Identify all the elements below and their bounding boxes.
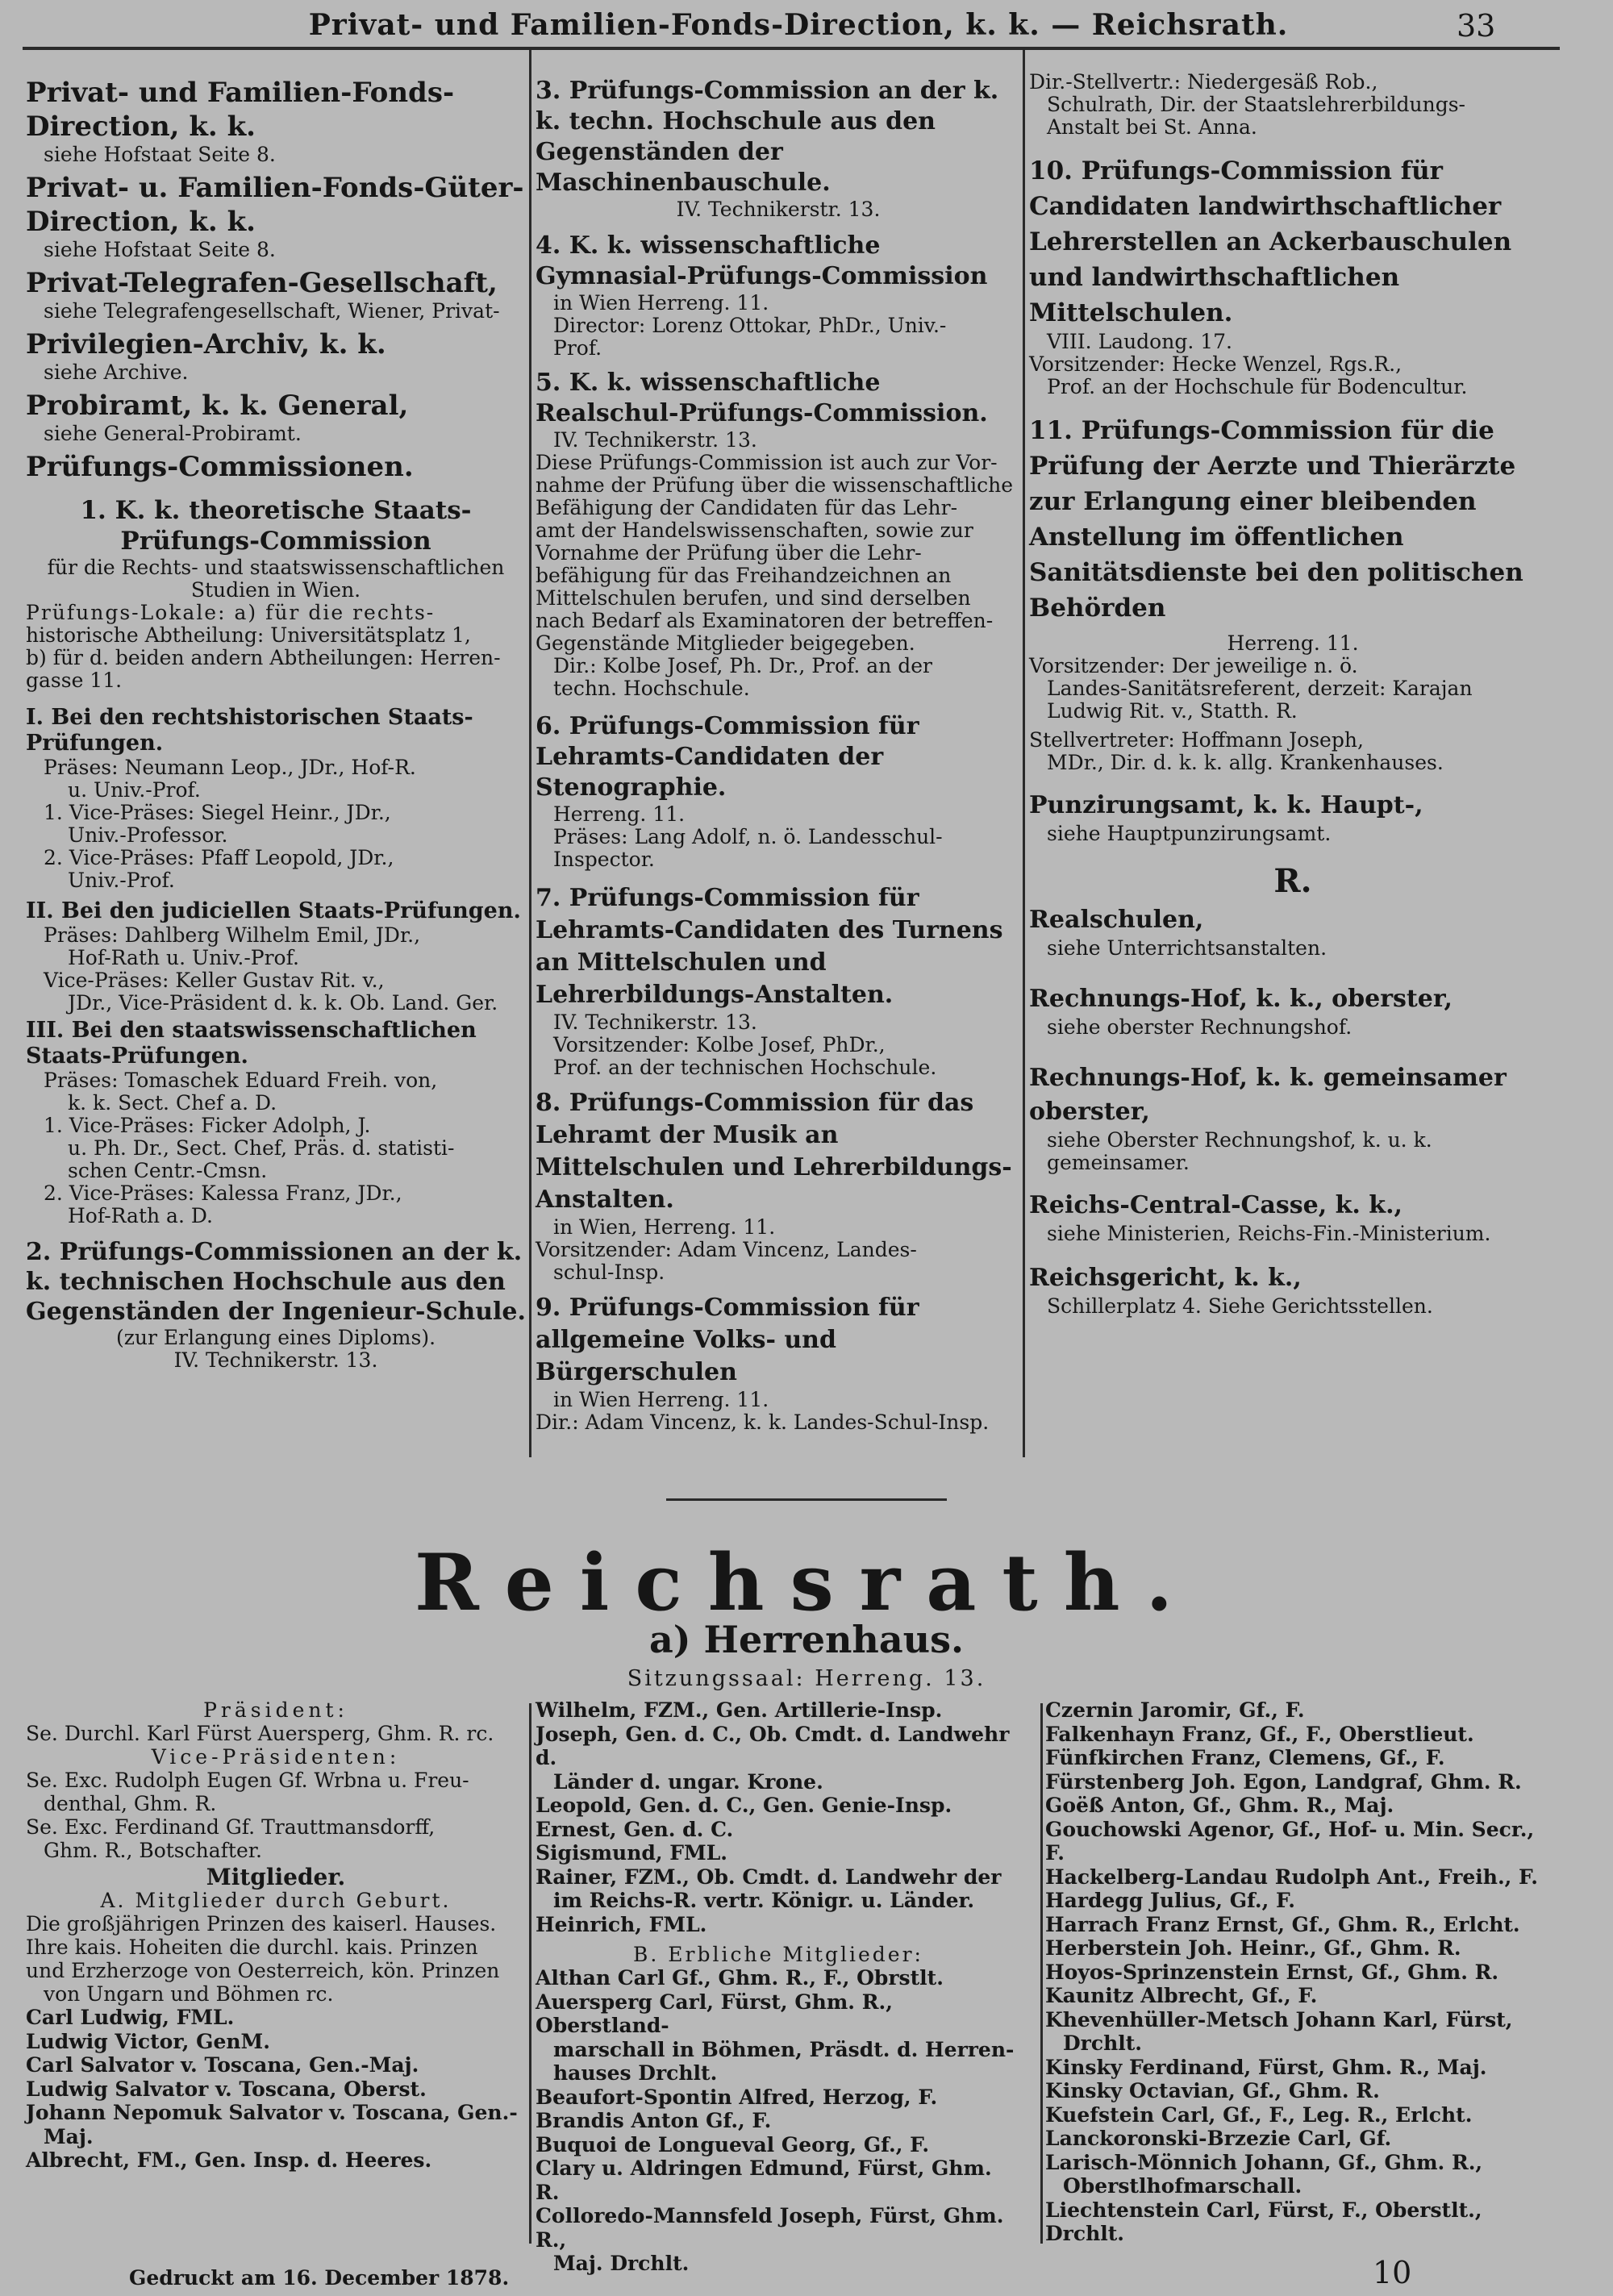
address: in Wien, Herreng. 11. (553, 1215, 776, 1239)
member-entry: Auersperg Carl, Fürst, Ghm. R., Oberstland- (536, 1990, 893, 2037)
member-entry: Fünfkirchen Franz, Clemens, Gf., F. (1045, 1746, 1445, 1769)
member-entry: Johann Nepomuk Salvator v. Toscana, Gen.- (26, 2101, 518, 2124)
member-entry: Länder d. ungar. Krone. (553, 1769, 823, 1794)
member-entry: Drchlt. (1063, 2031, 1142, 2055)
member-entry: Kuefstein Carl, Gf., F., Leg. R., Erlcht. (1045, 2102, 1473, 2127)
text-line: Präses: Tomaschek Eduard Freih. von, (44, 1069, 438, 1092)
text-line: nach Bedarf als Examinatoren der betreffen- (536, 609, 994, 632)
text-line: Mittelschulen berufen, und sind derselben (536, 586, 971, 610)
text-line: in Wien Herreng. 11. (553, 291, 769, 315)
text-line: Se. Exc. Ferdinand Gf. Trauttmansdorff, (26, 1815, 436, 1839)
member-entry: Ludwig Victor, GenM. (26, 2029, 270, 2053)
entry-title: Rechnungs-Hof, k. k. gemeinsamer oberster, (1029, 1064, 1507, 1126)
group-label: A. Mitglieder durch Geburt. (100, 1889, 452, 1912)
text-line: Univ.-Professor. (68, 823, 228, 847)
text-line: Se. Exc. Rudolph Eugen Gf. Wrbna u. Freu- (26, 1769, 469, 1792)
text-line: Hof-Rath u. Univ.-Prof. (68, 946, 299, 969)
commission-title: 9. Prüfungs-Commission für allgemeine Volks- und Bürgerschulen (536, 1294, 919, 1386)
address: Herreng. 11. (1227, 631, 1359, 655)
member-entry: Leopold, Gen. d. C., Gen. Genie-Insp. (536, 1794, 952, 1817)
role-label: Präsident: (203, 1698, 348, 1722)
text-line: Befähigung der Candidaten für das Lehr- (536, 496, 958, 519)
text-line: u. Univ.-Prof. (68, 778, 201, 802)
address: VIII. Laudong. 17. (1047, 330, 1232, 353)
bottom-column-1 (26, 1698, 526, 2173)
address: IV. Technikerstr. 13. (676, 198, 881, 221)
member-entry: Goëß Anton, Gf., Ghm. R., Maj. (1045, 1794, 1394, 1817)
text-line: Director: Lorenz Ottokar, PhDr., Univ.- (553, 314, 947, 337)
top-column-3 (1029, 71, 1557, 1318)
text-line: Vorsitzender: Adam Vincenz, Landes- (536, 1238, 917, 1261)
subsection-title: II. Bei den judiciellen Staats-Prüfungen. (26, 898, 521, 923)
bottom-column-rule-1 (529, 1703, 531, 2244)
text-line: Stellvertreter: Hoffmann Joseph, (1029, 728, 1364, 752)
text-line: nahme der Prüfung über die wissenschaftliche (536, 473, 1014, 497)
entry-ref: siehe Hauptpunzirungsamt. (1047, 822, 1332, 845)
entry-title: Rechnungs-Hof, k. k., oberster, (1029, 985, 1453, 1013)
text-line: k. k. Sect. Chef a. D. (68, 1091, 277, 1115)
entry-ref: siehe Archive. (44, 360, 189, 384)
text-line: Se. Durchl. Karl Fürst Auersperg, Ghm. R. rc. (26, 1722, 494, 1745)
text-line: schen Centr.-Cmsn. (68, 1159, 268, 1182)
text-line: Die großjährigen Prinzen des kaiserl. Hauses. (26, 1912, 497, 1936)
text-line: Inspector. (553, 848, 655, 871)
text-line: 2. Vice-Präses: Kalessa Franz, JDr., (44, 1181, 402, 1205)
text-line: Diese Prüfungs-Commission ist auch zur Vor- (536, 451, 998, 474)
text-line: Univ.-Prof. (68, 869, 175, 892)
entry-title: Realschulen, (1029, 906, 1204, 934)
entry-ref: siehe oberster Rechnungshof. (1047, 1015, 1353, 1039)
text-line: schul-Insp. (553, 1261, 665, 1284)
text-line: b) für d. beiden andern Abtheilungen: Herren- (26, 646, 501, 669)
entry-title: Probiramt, k. k. General, (26, 390, 409, 422)
address: Herreng. 11. (553, 802, 686, 826)
text-line: (zur Erlangung eines Diploms). (115, 1326, 436, 1349)
text-line: befähigung für das Freihandzeichnen an (536, 564, 952, 587)
member-entry: Carl Salvator v. Toscana, Gen.-Maj. (26, 2053, 419, 2077)
top-column-1 (26, 71, 526, 1372)
text-line: historische Abtheilung: Universitätsplatz 1, (26, 623, 471, 647)
member-entry: Beaufort-Spontin Alfred, Herzog, F. (536, 2085, 938, 2109)
member-entry: Kaunitz Albrecht, Gf., F. (1045, 1984, 1318, 2007)
member-entry: Brandis Anton Gf., F. (536, 2109, 772, 2132)
member-entry: Fürstenberg Joh. Egon, Landgraf, Ghm. R. (1045, 1769, 1522, 1794)
text-line: Vorsitzender: Hecke Wenzel, Rgs.R., (1029, 352, 1403, 376)
address: in Wien Herreng. 11. (553, 1388, 769, 1411)
entry-title: Privat- und Familien-Fonds-Direction, k. k. (26, 77, 455, 143)
entry-ref: siehe Ministerien, Reichs-Fin.-Ministerium. (1047, 1222, 1491, 1245)
text-line: MDr., Dir. d. k. k. allg. Krankenhauses. (1047, 751, 1444, 774)
entry-ref: siehe Unterrichtsanstalten. (1047, 936, 1327, 960)
member-entry: Czernin Jaromir, Gf., F. (1045, 1698, 1305, 1722)
text-line: Vornahme der Prüfung über die Lehr- (536, 541, 922, 565)
member-entry: Carl Ludwig, FML. (26, 2006, 235, 2029)
member-entry: Falkenhayn Franz, Gf., F., Oberstlieut. (1045, 1722, 1474, 1746)
commission-title: 4. K. k. wissenschaftliche Gymnasial-Prüfungs-Commission (536, 231, 988, 290)
member-entry: Hackelberg-Landau Rudolph Ant., Freih., F. (1045, 1865, 1538, 1889)
text-line: Ihre kais. Hoheiten die durchl. kais. Prinzen (26, 1936, 478, 1959)
member-entry: Oberstlhofmarschall. (1063, 2174, 1302, 2198)
text-line: Dir.: Adam Vincenz, k. k. Landes-Schul-Insp. (536, 1411, 990, 1434)
text-line: gasse 11. (26, 669, 123, 692)
member-entry: Kinsky Ferdinand, Fürst, Ghm. R., Maj. (1045, 2055, 1487, 2079)
member-entry: hauses Drchlt. (553, 2061, 718, 2085)
text-line: techn. Hochschule. (553, 677, 750, 700)
print-date-note: Gedruckt am 16. December 1878. (129, 2266, 510, 2290)
text-line: Prof. an der technischen Hochschule. (553, 1056, 937, 1079)
entry-ref: siehe Hofstaat Seite 8. (44, 238, 276, 261)
text-line: Ghm. R., Botschafter. (44, 1839, 262, 1862)
subsection-title: I. Bei den rechtshistorischen Staats-Prüfungen. (26, 705, 473, 756)
entry-ref: Schillerplatz 4. Siehe Gerichtsstellen. (1047, 1294, 1433, 1318)
member-entry: Larisch-Mönnich Johann, Gf., Ghm. R., (1045, 2150, 1483, 2174)
text-line: Schulrath, Dir. der Staatslehrerbildungs- (1047, 93, 1465, 116)
commission-title: 7. Prüfungs-Commission für Lehramts-Candidaten des Turnens an Mittelschulen und Lehrerbildungs-Anstalten. (536, 884, 1003, 1009)
text-line: Prof. (553, 336, 602, 360)
commission-subtitle: für die Rechts- und staatswissenschaftlichen Studien in Wien. (47, 556, 505, 602)
address: IV. Technikerstr. 13. (553, 1010, 757, 1034)
text-line: Ludwig Rit. v., Statth. R. (1047, 699, 1298, 723)
session-hall: Sitzungssaal: Herreng. 13. (627, 1666, 986, 1691)
top-column-2 (536, 71, 1021, 1434)
entry-ref: siehe Telegrafengesellschaft, Wiener, Privat- (44, 299, 500, 323)
text-line: denthal, Ghm. R. (44, 1792, 217, 1815)
entry-ref: siehe Oberster Rechnungshof, k. u. k. gemeinsamer. (1047, 1128, 1432, 1174)
member-entry: Lanckoronski-Brzezie Carl, Gf. (1045, 2127, 1392, 2150)
member-entry: Herberstein Joh. Heinr., Gf., Ghm. R. (1045, 1936, 1461, 1960)
member-entry: im Reichs-R. vertr. Königr. u. Länder. (553, 1889, 975, 1912)
bottom-column-rule-2 (1040, 1703, 1043, 2244)
entry-title: Privilegien-Archiv, k. k. (26, 328, 386, 360)
running-head: Privat- und Familien-Fonds-Direction, k. k. — Reichsrath. (308, 8, 1289, 42)
text-line: Gegenstände Mitglieder beigegeben. (536, 631, 915, 655)
text-line: von Ungarn und Böhmen rc. (44, 1982, 334, 2006)
member-entry: Buquoi de Longueval Georg, Gf., F. (536, 2132, 930, 2156)
entry-title: Punzirungsamt, k. k. Haupt-, (1029, 791, 1423, 819)
member-entry: Ernest, Gen. d. C. (536, 1817, 734, 1841)
commission-title: 2. Prüfungs-Commissionen an der k. k. technischen Hochschule aus den Gegenständen der Ingenieur-Schule. (26, 1238, 526, 1326)
members-heading: Mitglieder. (206, 1864, 346, 1890)
text-line: Dir.-Stellvertr.: Niedergesäß Rob., (1029, 70, 1378, 94)
page-number: 33 (1457, 8, 1496, 44)
text-line: Vorsitzender: Der jeweilige n. ö. (1029, 654, 1358, 677)
text-line: Vorsitzender: Kolbe Josef, PhDr., (553, 1033, 886, 1056)
member-entry: marschall in Böhmen, Präsdt. d. Herren- (553, 2037, 1015, 2061)
text-line: 2. Vice-Präses: Pfaff Leopold, JDr., (44, 846, 394, 869)
text-line: u. Ph. Dr., Sect. Chef, Präs. d. statisti- (68, 1136, 455, 1160)
group-label: B. Erbliche Mitglieder: (633, 1943, 923, 1966)
text-line: Präses: Lang Adolf, n. ö. Landesschul- (553, 825, 943, 848)
member-entry: Liechtenstein Carl, Fürst, F., Oberstlt., Drchlt. (1045, 2198, 1482, 2245)
text-line: amt der Handelswissenschaften, sowie zur (536, 519, 973, 542)
text-line: und Erzherzoge von Oesterreich, kön. Prinzen (26, 1959, 500, 1982)
section-title: Prüfungs-Commissionen. (26, 451, 414, 483)
text-line: Prof. an der Hochschule für Bodencultur. (1047, 375, 1468, 398)
commission-title: 3. Prüfungs-Commission an der k. k. techn. Hochschule aus den Gegenständen der Maschinenbauschule. (536, 77, 999, 197)
member-entry: Ludwig Salvator v. Toscana, Oberst. (26, 2077, 427, 2101)
text-line: Hof-Rath a. D. (68, 1204, 213, 1227)
member-entry: Wilhelm, FZM., Gen. Artillerie-Insp. (536, 1698, 943, 1722)
member-entry: Rainer, FZM., Ob. Cmdt. d. Landwehr der (536, 1865, 1002, 1889)
commission-title: 8. Prüfungs-Commission für das Lehramt der Musik an Mittelschulen und Lehrerbildungs-Anstalten. (536, 1089, 1012, 1214)
role-label: Vice-Präsidenten: (151, 1745, 401, 1769)
section-separator (666, 1498, 947, 1501)
member-entry: Joseph, Gen. d. C., Ob. Cmdt. d. Landwehr d. (536, 1722, 1010, 1769)
address: IV. Technikerstr. 13. (553, 428, 757, 452)
column-rule-2 (1023, 50, 1025, 1457)
member-entry: Colloredo-Mannsfeld Joseph, Fürst, Ghm. R., (536, 2204, 1004, 2252)
member-entry: Harrach Franz Ernst, Gf., Ghm. R., Erlcht. (1045, 1912, 1520, 1936)
address: IV. Technikerstr. 13. (173, 1348, 378, 1372)
member-entry: Albrecht, FM., Gen. Insp. d. Heeres. (26, 2148, 432, 2172)
text-line: Landes-Sanitätsreferent, derzeit: Karajan (1047, 677, 1473, 700)
member-entry: Kinsky Octavian, Gf., Ghm. R. (1045, 2079, 1380, 2102)
bottom-column-2 (536, 1698, 1021, 2276)
member-entry: Hardegg Julius, Gf., F. (1045, 1889, 1295, 1912)
section-heading-reichsrath: Reichsrath. (415, 1537, 1198, 1628)
text-line: Präses: Neumann Leop., JDr., Hof-R. (44, 756, 416, 779)
subsection-heading-herrenhaus: a) Herrenhaus. (648, 1618, 965, 1661)
signature-number: 10 (1373, 2255, 1412, 2290)
member-entry: Khevenhüller-Metsch Johann Karl, Fürst, (1045, 2007, 1513, 2031)
member-entry: Sigismund, FML. (536, 1841, 728, 1865)
commission-title: 11. Prüfungs-Commission für die Prüfung der Aerzte und Thierärzte zur Erlangung einer bleibenden Anstellung im öffentlichen Sanitätsdienste bei den politischen Behörden (1029, 416, 1523, 623)
text-line: Dir.: Kolbe Josef, Ph. Dr., Prof. an der (553, 654, 932, 677)
text-line: JDr., Vice-Präsident d. k. k. Ob. Land. Ger. (68, 991, 498, 1015)
member-entry: Heinrich, FML. (536, 1912, 707, 1936)
member-entry: Althan Carl Gf., Ghm. R., F., Obrstlt. (536, 1966, 944, 1990)
entry-title: Reichsgericht, k. k., (1029, 1264, 1302, 1292)
text-line: 1. Vice-Präses: Siegel Heinr., JDr., (44, 801, 391, 824)
member-entry: Maj. (44, 2124, 94, 2148)
bottom-column-3 (1045, 1698, 1557, 2246)
text-line: Prüfungs-Lokale: a) für die rechts- (26, 601, 436, 624)
commission-title: 5. K. k. wissenschaftliche Realschul-Prüfungs-Commission. (536, 369, 988, 427)
member-entry: Gouchowski Agenor, Gf., Hof- u. Min. Secr., F. (1045, 1817, 1535, 1865)
member-entry: Clary u. Aldringen Edmund, Fürst, Ghm. R. (536, 2156, 992, 2204)
header-rule (23, 47, 1560, 50)
entry-title: Reichs-Central-Casse, k. k., (1029, 1191, 1403, 1219)
text-line: Anstalt bei St. Anna. (1047, 115, 1257, 139)
entry-ref: siehe General-Probiramt. (44, 422, 302, 445)
commission-title: 10. Prüfungs-Commission für Candidaten landwirthschaftlicher Lehrerstellen an Ackerbauschulen und landwirthschaftlichen Mittelschulen. (1029, 156, 1512, 327)
subsection-title: III. Bei den staatswissenschaftlichen Staats-Prüfungen. (26, 1018, 477, 1069)
text-line: Vice-Präses: Keller Gustav Rit. v., (44, 969, 385, 992)
entry-title: Privat- u. Familien-Fonds-Güter-Direction, k. k. (26, 172, 524, 238)
commission-title: 6. Prüfungs-Commission für Lehramts-Candidaten der Stenographie. (536, 712, 919, 802)
entry-title: Privat-Telegrafen-Gesellschaft, (26, 267, 498, 299)
column-rule-1 (529, 50, 531, 1457)
text-line: 1. Vice-Präses: Ficker Adolph, J. (44, 1114, 371, 1137)
section-letter: R. (1273, 862, 1312, 900)
commission-title: 1. K. k. theoretische Staats-Prüfungs-Commission (80, 496, 472, 556)
member-entry: Hoyos-Sprinzenstein Ernst, Gf., Ghm. R. (1045, 1960, 1499, 1984)
text-line: Präses: Dahlberg Wilhelm Emil, JDr., (44, 923, 421, 947)
member-entry: Maj. Drchlt. (553, 2252, 690, 2275)
entry-ref: siehe Hofstaat Seite 8. (44, 143, 276, 166)
